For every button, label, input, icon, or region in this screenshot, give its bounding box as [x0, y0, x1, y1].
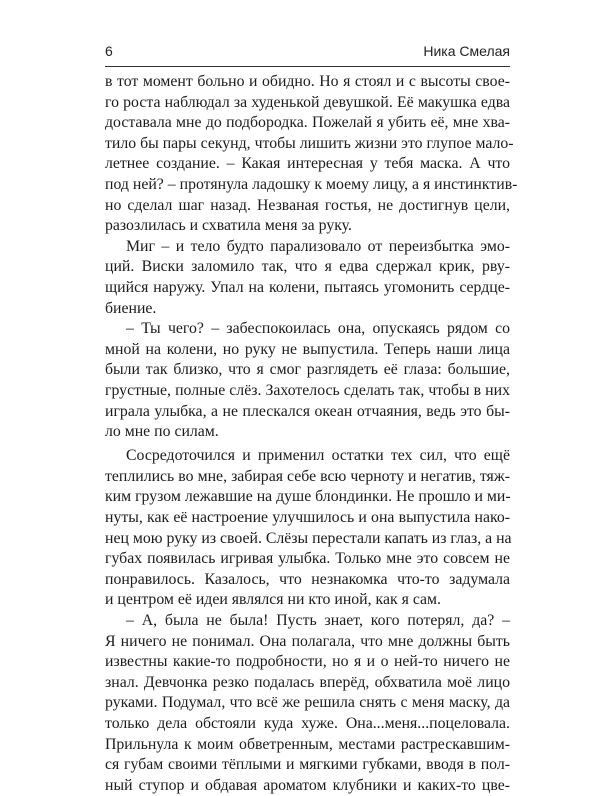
text-line: го роста наблюдал за худенькой девушкой. Её макушка едва: [105, 93, 510, 111]
text-line: понравилось. Казалось, что незнакомка что-то задумала: [105, 570, 510, 588]
text-line: летнее создание. – Какая интересная у тебя маска. А что: [105, 155, 510, 173]
text-line: и центром её идеи являлся ни кто иной, как я сам.: [105, 591, 441, 609]
text-line: нуты, как её настроение улучшилось и она выпустила нако-: [105, 508, 510, 526]
text-line: знал. Девчонка резко подалась вперёд, обхватила моё лицо: [105, 673, 510, 691]
text-line: но сделал шаг назад. Незваная гостья, не достигнув цели,: [105, 196, 510, 214]
text-line: ный ступор и обдавая ароматом клубники и каких-то цве-: [105, 776, 510, 794]
body-text: [105, 72, 518, 796]
text-line: под ней? – протянула ладошку к моему лицу, а я инстинктив-: [105, 175, 518, 193]
text-line: Миг – и тело будто парализовало от переизбытка эмо-: [126, 237, 510, 255]
text-line: Я ничего не понимал. Она полагала, что мне должны быть: [105, 632, 510, 650]
text-line: руками. Подумал, что всё же решила снять с меня маску, да: [105, 694, 510, 712]
text-line: были так близко, что я смог разглядеть её глаза: большие,: [105, 361, 510, 379]
header-rule: [105, 66, 510, 67]
text-line: только дела обстояли куда хуже. Она...меня...поцеловала.: [105, 714, 510, 732]
text-line: ло мне по силам.: [105, 423, 219, 441]
text-line: Сосредоточился и применил остатки тех сил, что ещё: [126, 447, 510, 465]
text-line: известны какие-то подробности, но я и о ней-то ничего не: [105, 653, 510, 671]
text-line: тило бы пары секунд, чтобы лишить жизни это глупое мало-: [105, 134, 514, 152]
text-line: мной на колени, но руку не выпустила. Теперь наши лица: [105, 340, 510, 358]
text-line: ким грузом лежавшие на душе блондинки. Не прошло и ми-: [105, 488, 511, 506]
text-line: грустные, полные слёз. Захотелось сделать так, чтобы в них: [105, 381, 510, 399]
text-line: доставала мне до подбородка. Пожелай я убить её, мне хва-: [105, 114, 510, 132]
text-line: в тот момент больно и обидно. Но я стоял и с высоты свое-: [105, 73, 510, 90]
text-line: ся губам своими тёплыми и мягкими губками, вводя в пол-: [105, 756, 510, 774]
text-line: теплились во мне, забирая себе всю черноту и негатив, тяж-: [105, 467, 510, 485]
page-number: 6: [105, 43, 113, 59]
text-line: губах появилась игривая улыбка. Только мне это совсем не: [105, 550, 510, 568]
text-line: – Ты чего? – забеспокоилась она, опускаясь рядом со: [126, 320, 510, 338]
text-line: нец мою руку из своей. Слёзы перестали капать из глаз, а на: [105, 529, 512, 547]
text-line: разозлилась и схватила меня за руку.: [105, 217, 352, 235]
text-line: щийся наружу. Упал на колени, пытаясь угомонить сердцe-: [105, 278, 510, 296]
text-line: биение.: [105, 299, 157, 317]
page-header: [105, 43, 510, 63]
text-line: Прильнула к моим обветренным, местами растрескавшим-: [105, 735, 510, 753]
text-line: ций. Виски заломило так, что я едва сдержал крик, рву-: [105, 258, 510, 276]
running-title: Ника Смелая: [423, 43, 510, 59]
text-line: – А, была не была! Пусть знает, кого потерял, да? –: [126, 611, 510, 629]
text-line: играла улыбка, а не плескался океан отчаяния, ведь это бы-: [105, 402, 510, 420]
